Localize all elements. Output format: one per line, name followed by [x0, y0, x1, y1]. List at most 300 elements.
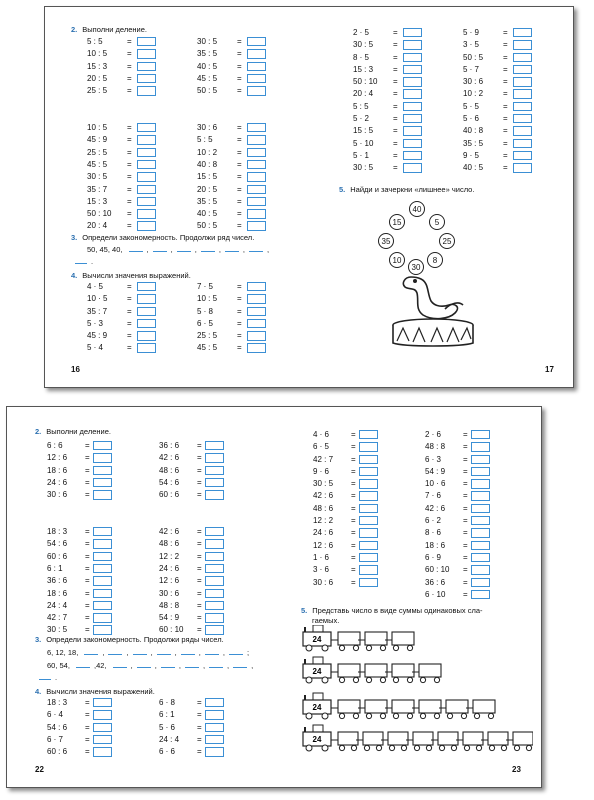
expression-text: 20 : 4 [353, 89, 374, 99]
answer-box[interactable] [471, 455, 490, 464]
answer-box[interactable] [93, 710, 112, 719]
answer-box[interactable] [403, 53, 422, 62]
answer-box[interactable] [513, 89, 532, 98]
answer-box[interactable] [205, 735, 224, 744]
answer-box[interactable] [93, 539, 112, 548]
answer-box[interactable] [247, 148, 266, 157]
expression-text: 2 · 5 [353, 28, 370, 37]
answer-box[interactable] [403, 89, 422, 98]
answer-box[interactable] [137, 172, 156, 181]
answer-box[interactable] [359, 578, 378, 587]
train-car[interactable] [488, 732, 508, 745]
equals-sign: = [237, 61, 242, 71]
answer-box[interactable] [359, 430, 378, 439]
answer-blank[interactable] [137, 661, 151, 668]
answer-box[interactable] [247, 331, 266, 340]
answer-box[interactable] [247, 123, 266, 132]
equals-sign: = [237, 306, 242, 316]
expression-text: 12 : 2 [159, 551, 180, 561]
train-car[interactable] [392, 664, 414, 677]
answer-box[interactable] [247, 172, 266, 181]
train-car[interactable] [419, 700, 441, 713]
wheel [414, 745, 419, 750]
answer-box[interactable] [471, 491, 490, 500]
train-car[interactable] [446, 700, 468, 713]
answer-blank[interactable] [209, 661, 223, 668]
answer-box[interactable] [205, 466, 224, 475]
equals-sign: = [197, 600, 202, 610]
wheel [393, 713, 398, 718]
equals-sign: = [351, 540, 356, 550]
answer-box[interactable] [93, 466, 112, 475]
equals-sign: = [237, 123, 242, 133]
answer-box[interactable] [93, 576, 112, 585]
answer-box[interactable] [471, 504, 490, 513]
answer-box[interactable] [247, 49, 266, 58]
answer-box[interactable] [513, 53, 532, 62]
answer-blank[interactable] [133, 648, 147, 655]
expression-text: 24 : 6 [159, 563, 180, 573]
answer-blank[interactable] [113, 661, 127, 668]
exercise-row [197, 61, 297, 73]
exercise-row [313, 490, 413, 502]
train-car[interactable] [338, 664, 360, 677]
answer-box[interactable] [403, 114, 422, 123]
train-car[interactable] [365, 664, 387, 677]
answer-box[interactable] [247, 294, 266, 303]
row-spacer [47, 514, 147, 526]
answer-box[interactable] [359, 504, 378, 513]
answer-box[interactable] [247, 62, 266, 71]
answer-blank[interactable] [157, 648, 171, 655]
exercise-row [463, 64, 563, 76]
exercise-row [425, 527, 525, 539]
answer-box[interactable] [471, 578, 490, 587]
answer-box[interactable] [205, 490, 224, 499]
exercise-row [87, 342, 187, 354]
row-spacer [159, 514, 259, 526]
answer-box[interactable] [403, 102, 422, 111]
equals-sign: = [503, 138, 508, 148]
equals-sign: = [393, 163, 398, 173]
answer-blank[interactable] [76, 661, 90, 668]
equals-sign: = [237, 37, 242, 46]
wheel [322, 677, 328, 683]
equals-sign: = [393, 64, 398, 74]
answer-box[interactable] [205, 747, 224, 756]
exercise-row [197, 184, 297, 196]
answer-box[interactable] [93, 735, 112, 744]
answer-box[interactable] [93, 490, 112, 499]
answer-box[interactable] [247, 221, 266, 230]
answer-box[interactable] [247, 319, 266, 328]
answer-box[interactable] [137, 160, 156, 169]
equals-sign: = [463, 442, 468, 452]
answer-box[interactable] [359, 467, 378, 476]
ball-number: 30 [411, 263, 421, 272]
wheel [434, 713, 439, 718]
answer-blank[interactable] [108, 648, 122, 655]
train-car[interactable] [419, 664, 441, 677]
answer-box[interactable] [513, 40, 532, 49]
answer-box[interactable] [205, 564, 224, 573]
wheel [339, 677, 344, 682]
exercise-row [197, 159, 297, 171]
train-car[interactable] [338, 632, 360, 645]
wheel [322, 745, 328, 751]
wheel [353, 713, 358, 718]
answer-box[interactable] [471, 479, 490, 488]
answer-box[interactable] [93, 552, 112, 561]
answer-box[interactable] [359, 455, 378, 464]
equals-sign: = [463, 565, 468, 575]
division-column-1 [87, 36, 187, 233]
expression-text: 48 : 8 [159, 600, 180, 610]
sequence-row-2: 60, 54, ,42, , , , , , , [47, 661, 254, 670]
answer-box[interactable] [471, 541, 490, 550]
answer-box[interactable] [513, 151, 532, 160]
answer-box[interactable] [93, 625, 112, 634]
answer-box[interactable] [471, 516, 490, 525]
expression-text: 50 : 5 [197, 86, 218, 96]
wheel [420, 677, 425, 682]
answer-box[interactable] [137, 319, 156, 328]
equals-sign: = [197, 477, 202, 487]
answer-blank[interactable] [225, 245, 239, 252]
answer-box[interactable] [247, 185, 266, 194]
answer-box[interactable] [513, 77, 532, 86]
answer-box[interactable] [247, 209, 266, 218]
row-spacer [197, 97, 297, 109]
answer-box[interactable] [403, 40, 422, 49]
expression-text: 30 : 6 [47, 490, 68, 500]
expression-text: 48 : 8 [425, 442, 446, 452]
answer-box[interactable] [513, 102, 532, 111]
exercise-row [47, 489, 147, 501]
expression-text: 20 : 5 [197, 184, 218, 194]
answer-box[interactable] [205, 589, 224, 598]
expression-text: 5 · 10 [353, 138, 374, 148]
equals-sign: = [85, 539, 90, 549]
train-car[interactable] [338, 700, 360, 713]
exercise-row [197, 134, 297, 146]
answer-box[interactable] [247, 343, 266, 352]
equals-sign: = [197, 625, 202, 635]
answer-box[interactable] [137, 86, 156, 95]
expression-column-2 [159, 697, 259, 758]
answer-box[interactable] [137, 221, 156, 230]
equals-sign: = [237, 282, 242, 291]
equals-sign: = [85, 600, 90, 610]
train-car[interactable] [513, 732, 533, 745]
wheel [407, 713, 412, 718]
answer-box[interactable] [359, 516, 378, 525]
answer-box[interactable] [359, 442, 378, 451]
sequence-row-1: 6, 12, 18, , , , , , , ; [47, 648, 250, 657]
answer-box[interactable] [137, 197, 156, 206]
train-car[interactable] [388, 732, 408, 745]
answer-box[interactable] [513, 28, 532, 37]
expression-text: 7 · 6 [425, 491, 442, 501]
task-2-title: 2. Выполни деление. [35, 427, 111, 436]
answer-box[interactable] [205, 552, 224, 561]
expression-text: 45 : 9 [87, 331, 108, 341]
answer-box[interactable] [137, 294, 156, 303]
answer-box[interactable] [403, 65, 422, 74]
answer-blank[interactable] [233, 661, 247, 668]
answer-box[interactable] [247, 197, 266, 206]
locomotive-cab [313, 693, 323, 700]
answer-box[interactable] [137, 282, 156, 291]
expression-text: 3 · 6 [313, 565, 330, 575]
answer-box[interactable] [205, 625, 224, 634]
answer-blank[interactable] [161, 661, 175, 668]
answer-box[interactable] [471, 528, 490, 537]
equals-sign: = [463, 552, 468, 562]
answer-box[interactable] [471, 565, 490, 574]
wheel [351, 745, 356, 750]
answer-box[interactable] [137, 307, 156, 316]
answer-box[interactable] [137, 49, 156, 58]
answer-blank[interactable] [84, 648, 98, 655]
answer-box[interactable] [471, 553, 490, 562]
wheel [476, 745, 481, 750]
answer-box[interactable] [403, 151, 422, 160]
answer-blank[interactable] [75, 257, 87, 264]
answer-box[interactable] [205, 576, 224, 585]
answer-box[interactable] [93, 723, 112, 732]
equals-sign: = [127, 318, 132, 328]
answer-box[interactable] [205, 698, 224, 707]
answer-box[interactable] [247, 74, 266, 83]
exercise-row [159, 697, 259, 709]
answer-box[interactable] [205, 710, 224, 719]
answer-box[interactable] [247, 86, 266, 95]
train-car[interactable] [438, 732, 458, 745]
equals-sign: = [85, 747, 90, 757]
answer-box[interactable] [93, 453, 112, 462]
answer-box[interactable] [359, 479, 378, 488]
answer-box[interactable] [513, 65, 532, 74]
answer-box[interactable] [137, 343, 156, 352]
train-car[interactable] [392, 700, 414, 713]
train-car[interactable] [365, 700, 387, 713]
exercise-row [313, 564, 413, 576]
task-5-title: 5. Найди и зачеркни «лишнее» число. [339, 185, 475, 194]
exercise-row [47, 465, 147, 477]
wheel [306, 677, 312, 683]
answer-box[interactable] [93, 527, 112, 536]
answer-box[interactable] [403, 163, 422, 172]
answer-blank[interactable] [205, 648, 219, 655]
answer-box[interactable] [205, 723, 224, 732]
answer-blank[interactable] [177, 245, 191, 252]
wheel [434, 677, 439, 682]
train-car[interactable] [363, 732, 383, 745]
equals-sign: = [237, 147, 242, 157]
answer-box[interactable] [403, 139, 422, 148]
expression-text: 54 : 9 [425, 466, 446, 476]
expression-text: 15 : 3 [353, 64, 374, 74]
answer-box[interactable] [205, 453, 224, 462]
answer-box[interactable] [247, 307, 266, 316]
answer-box[interactable] [247, 160, 266, 169]
answer-box[interactable] [359, 541, 378, 550]
expression-text: 48 : 6 [313, 503, 334, 513]
answer-box[interactable] [137, 185, 156, 194]
exercise-row [313, 466, 413, 478]
row-spacer [87, 97, 187, 109]
answer-box[interactable] [513, 126, 532, 135]
answer-box[interactable] [247, 37, 266, 46]
exercise-row [313, 577, 413, 589]
answer-box[interactable] [359, 491, 378, 500]
answer-box[interactable] [403, 77, 422, 86]
equals-sign: = [127, 343, 132, 353]
answer-blank[interactable] [249, 245, 263, 252]
expression-text: 25 : 5 [87, 86, 108, 96]
equals-sign: = [351, 577, 356, 587]
exercise-row [159, 734, 259, 746]
division-column-2 [197, 36, 297, 233]
exercise-row [159, 612, 259, 624]
exercise-row [87, 171, 187, 183]
answer-box[interactable] [137, 74, 156, 83]
answer-blank[interactable] [185, 661, 199, 668]
answer-box[interactable] [359, 528, 378, 537]
expression-text: 5 · 6 [463, 114, 480, 124]
workbook-spread-bottom [6, 406, 542, 788]
answer-box[interactable] [137, 123, 156, 132]
expression-text: 30 : 5 [197, 37, 218, 46]
ball-number: 10 [392, 256, 402, 265]
answer-blank[interactable] [153, 245, 167, 252]
answer-blank[interactable] [201, 245, 215, 252]
answer-box[interactable] [247, 282, 266, 291]
answer-box[interactable] [93, 747, 112, 756]
answer-box[interactable] [137, 62, 156, 71]
answer-box[interactable] [137, 148, 156, 157]
answer-box[interactable] [93, 601, 112, 610]
expression-text: 30 : 5 [313, 479, 334, 489]
answer-blank[interactable] [129, 245, 143, 252]
equals-sign: = [197, 734, 202, 744]
equals-sign: = [503, 77, 508, 87]
expression-text: 6 · 4 [47, 710, 64, 720]
equals-sign: = [127, 37, 132, 46]
expression-text: 10 : 2 [197, 147, 218, 157]
answer-box[interactable] [137, 37, 156, 46]
answer-box[interactable] [93, 478, 112, 487]
answer-box[interactable] [93, 698, 112, 707]
expression-text: 5 · 4 [87, 343, 104, 353]
answer-box[interactable] [471, 430, 490, 439]
expression-text: 18 : 6 [425, 540, 446, 550]
wheel [474, 713, 479, 718]
train-car[interactable] [463, 732, 483, 745]
expression-text: 15 : 5 [197, 172, 218, 182]
locomotive-cab [313, 625, 323, 632]
answer-box[interactable] [137, 331, 156, 340]
answer-box[interactable] [93, 613, 112, 622]
answer-box[interactable] [205, 527, 224, 536]
answer-box[interactable] [137, 135, 156, 144]
task-3-title: 3. Определи закономерность. Продолжи ряды чисел. [35, 635, 224, 644]
answer-blank[interactable] [39, 673, 51, 680]
wheel [407, 677, 412, 682]
wheel [339, 645, 344, 650]
answer-box[interactable] [471, 442, 490, 451]
exercise-row [353, 150, 453, 162]
equals-sign: = [351, 565, 356, 575]
expression-text: 5 : 5 [87, 37, 103, 46]
answer-box[interactable] [359, 565, 378, 574]
answer-box[interactable] [403, 28, 422, 37]
equals-sign: = [127, 172, 132, 182]
wheel [353, 677, 358, 682]
exercise-row [159, 538, 259, 550]
answer-box[interactable] [359, 553, 378, 562]
answer-box[interactable] [513, 114, 532, 123]
answer-box[interactable] [93, 564, 112, 573]
answer-box[interactable] [247, 135, 266, 144]
wheel [420, 713, 425, 718]
exercise-row [87, 318, 187, 330]
task-4-title: 4. Вычисли значения выражений. [71, 271, 191, 280]
expression-text: 5 · 6 [159, 722, 176, 732]
row-spacer [159, 501, 259, 513]
train-car[interactable] [473, 700, 495, 713]
exercise-row [197, 122, 297, 134]
train-car[interactable] [392, 632, 414, 645]
exercise-row [47, 746, 147, 758]
answer-box[interactable] [403, 126, 422, 135]
exercise-row [197, 73, 297, 85]
expression-text: 50 : 5 [197, 221, 218, 231]
expression-text: 24 : 6 [47, 477, 68, 487]
equals-sign: = [85, 453, 90, 463]
train-car[interactable] [365, 632, 387, 645]
train-car[interactable] [338, 732, 358, 745]
exercise-row [159, 452, 259, 464]
ball-number: 35 [381, 237, 391, 246]
answer-box[interactable] [205, 478, 224, 487]
wheel [439, 745, 444, 750]
answer-box[interactable] [205, 601, 224, 610]
expression-text: 36 : 6 [425, 577, 446, 587]
ball-number: 8 [432, 256, 438, 265]
answer-box[interactable] [471, 590, 490, 599]
answer-box[interactable] [93, 589, 112, 598]
answer-box[interactable] [513, 163, 532, 172]
answer-box[interactable] [205, 441, 224, 450]
task-5-title-cont: гаемых. [312, 616, 340, 625]
answer-box[interactable] [137, 209, 156, 218]
expression-text: 4 · 6 [313, 430, 330, 439]
answer-box[interactable] [471, 467, 490, 476]
exercise-row [159, 526, 259, 538]
exercise-row [463, 101, 563, 113]
locomotive-cab [313, 725, 323, 732]
answer-box[interactable] [205, 539, 224, 548]
answer-box[interactable] [205, 613, 224, 622]
answer-blank[interactable] [181, 648, 195, 655]
train-car[interactable] [413, 732, 433, 745]
equals-sign: = [351, 466, 356, 476]
answer-box[interactable] [513, 139, 532, 148]
answer-box[interactable] [93, 441, 112, 450]
answer-blank[interactable] [229, 648, 243, 655]
